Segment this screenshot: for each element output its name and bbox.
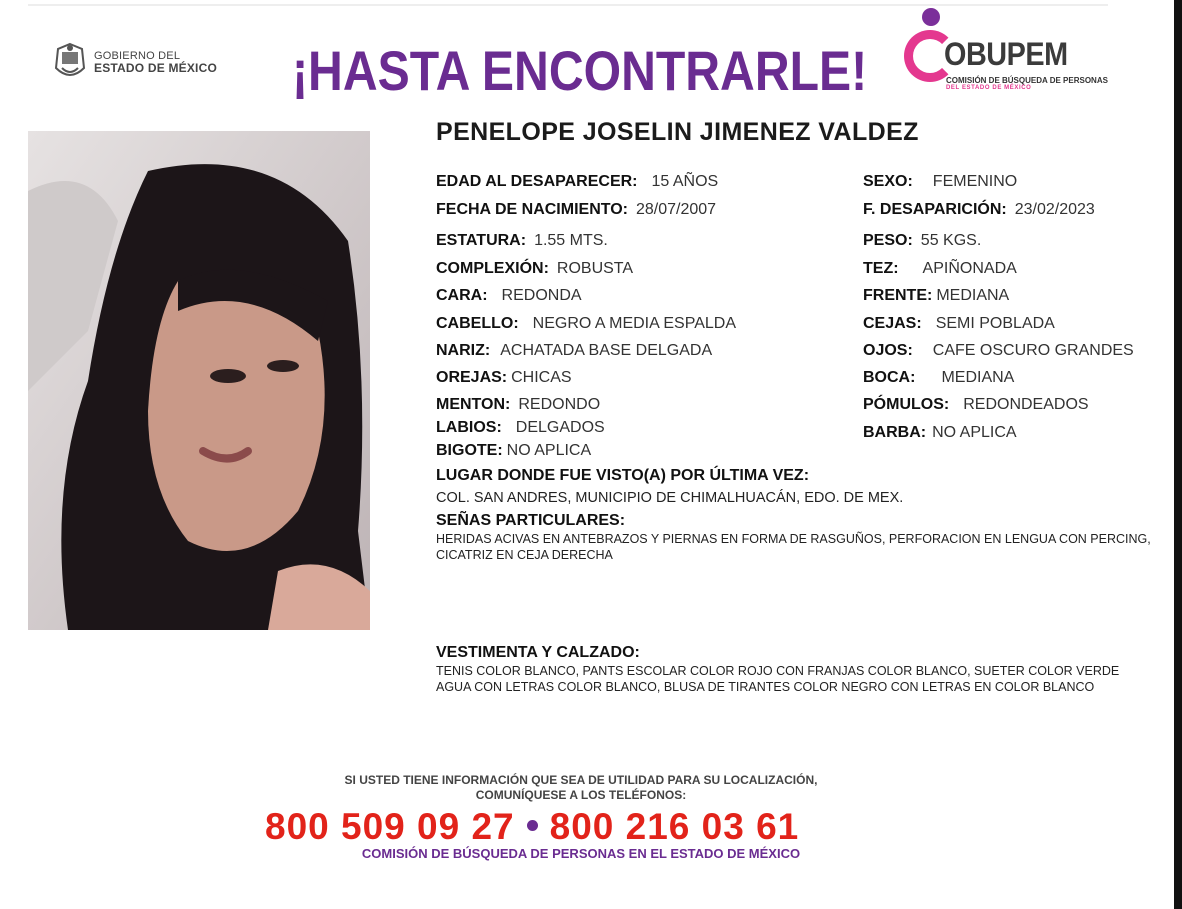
field-estatura: [436, 232, 608, 250]
field-ojos: [863, 342, 1134, 360]
field-cabello: [436, 315, 736, 333]
field-label: ESTATURA:: [436, 232, 527, 249]
field-label: CABELLO:: [436, 315, 519, 332]
field-nariz: [436, 342, 712, 360]
field-value: CAFE OSCURO GRANDES: [932, 342, 1134, 359]
field-label: PESO:: [863, 232, 913, 249]
gobierno-text: [94, 50, 217, 74]
field-pomulos: [863, 396, 1089, 414]
field-value: SEMI POBLADA: [935, 315, 1055, 332]
field-complexion: [436, 260, 633, 278]
person-name: PENELOPE JOSELIN JIMENEZ VALDEZ: [436, 118, 919, 146]
field-edad: [436, 173, 718, 191]
field-labios: [436, 419, 605, 437]
field-cejas: [863, 315, 1055, 333]
footer-note-line1: SI USTED TIENE INFORMACIÓN QUE SEA DE UTILIDAD PARA SU LOCALIZACIÓN,: [344, 773, 818, 787]
field-fecha-nacimiento: [436, 201, 716, 219]
field-value: 23/02/2023: [1014, 201, 1095, 218]
gobierno-line2: ESTADO DE MÉXICO: [94, 61, 217, 75]
cobupem-subtitle-2: DEL ESTADO DE MÉXICO: [946, 85, 1032, 91]
phone-numbers: [265, 806, 799, 848]
field-label: LABIOS:: [436, 419, 502, 436]
field-value: 28/07/2007: [636, 201, 717, 218]
field-value: APIÑONADA: [922, 260, 1017, 277]
field-label: PÓMULOS:: [863, 396, 950, 413]
field-value: 15 AÑOS: [651, 173, 719, 190]
clothing-text: TENIS COLOR BLANCO, PANTS ESCOLAR COLOR ROJO CON FRANJAS COLOR BLANCO, SUETER COLOR VERDE AGUA CON LETRAS COLOR BLANCO, BLUSA DE TIRANTES COLOR NEGRO CON LETRAS EN COLOR BLANCO: [436, 664, 1120, 694]
field-label: TEZ:: [863, 260, 899, 277]
field-menton: [436, 396, 600, 414]
field-value: CHICAS: [511, 369, 572, 386]
last-seen-title: LUGAR DONDE FUE VISTO(A) POR ÚLTIMA VEZ:: [436, 467, 810, 484]
separator-dot-icon: [527, 820, 538, 831]
field-label: BOCA:: [863, 369, 916, 386]
clothing-title: VESTIMENTA Y CALZADO:: [436, 644, 640, 661]
field-label: COMPLEXIÓN:: [436, 260, 549, 277]
field-value: 55 KGS.: [920, 232, 982, 249]
field-label: F. DESAPARICIÓN:: [863, 201, 1007, 218]
field-value: NO APLICA: [932, 424, 1017, 441]
field-label: FRENTE:: [863, 287, 933, 304]
field-peso: [863, 232, 981, 250]
field-cara: [436, 287, 582, 305]
field-bigote: [436, 442, 591, 460]
field-value: MEDIANA: [941, 369, 1015, 386]
field-orejas: [436, 369, 572, 387]
field-sexo: [863, 173, 1017, 191]
field-value: 1.55 MTS.: [534, 232, 608, 249]
field-label: CARA:: [436, 287, 488, 304]
field-value: REDONDEADOS: [963, 396, 1089, 413]
field-value: DELGADOS: [515, 419, 605, 436]
field-frente: [863, 287, 1009, 305]
field-label: FECHA DE NACIMIENTO:: [436, 201, 628, 218]
field-value: NO APLICA: [506, 442, 592, 459]
field-label: SEXO:: [863, 173, 913, 190]
footer-org: COMISIÓN DE BÚSQUEDA DE PERSONAS EN EL ESTADO DE MÉXICO: [361, 846, 801, 861]
field-value: REDONDO: [518, 396, 601, 413]
field-label: OJOS:: [863, 342, 913, 359]
cobupem-word: OBUPEM: [944, 36, 1068, 72]
field-boca: [863, 369, 1014, 387]
field-fecha-desaparicion: [863, 201, 1095, 219]
headline: ¡HASTA ENCONTRARLE!: [292, 39, 868, 102]
footer-note-line2: COMUNÍQUESE A LOS TELÉFONOS:: [475, 788, 687, 802]
field-label: CEJAS:: [863, 315, 922, 332]
field-label: EDAD AL DESAPARECER:: [436, 173, 638, 190]
field-value: ACHATADA BASE DELGADA: [500, 342, 713, 359]
person-photo: [28, 131, 370, 630]
gobierno-line1: GOBIERNO DEL: [94, 50, 181, 62]
cobupem-dot-icon: [922, 8, 940, 26]
phone-2: 800 216 03 61: [549, 806, 800, 847]
page-border: [1174, 0, 1182, 909]
person-photo-icon: [28, 131, 370, 630]
field-label: NARIZ:: [436, 342, 491, 359]
phone-1: 800 509 09 27: [265, 806, 515, 847]
marks-title: SEÑAS PARTICULARES:: [436, 512, 626, 529]
field-value: FEMENINO: [932, 173, 1018, 190]
field-value: NEGRO A MEDIA ESPALDA: [532, 315, 736, 332]
field-value: MEDIANA: [936, 287, 1010, 304]
marks-text: HERIDAS ACIVAS EN ANTEBRAZOS Y PIERNAS EN FORMA DE RASGUÑOS, PERFORACION EN LENGUA CON PERCING, CICATRIZ EN CEJA DERECHA: [436, 532, 1151, 562]
cobupem-logo: [898, 6, 1108, 96]
field-label: BARBA:: [863, 424, 927, 441]
field-value: ROBUSTA: [556, 260, 634, 277]
field-label: OREJAS:: [436, 369, 508, 386]
last-seen-text: COL. SAN ANDRES, MUNICIPIO DE CHIMALHUACÁN, EDO. DE MEX.: [436, 490, 904, 506]
field-barba: [863, 424, 1017, 442]
gobierno-logo: [52, 42, 217, 82]
field-label: BIGOTE:: [436, 442, 503, 459]
state-seal-icon: [52, 42, 88, 82]
field-value: REDONDA: [501, 287, 582, 304]
field-tez: [863, 260, 1017, 278]
cobupem-subtitle: COMISIÓN DE BÚSQUEDA DE PERSONAS: [946, 76, 1108, 85]
field-label: MENTON:: [436, 396, 511, 413]
